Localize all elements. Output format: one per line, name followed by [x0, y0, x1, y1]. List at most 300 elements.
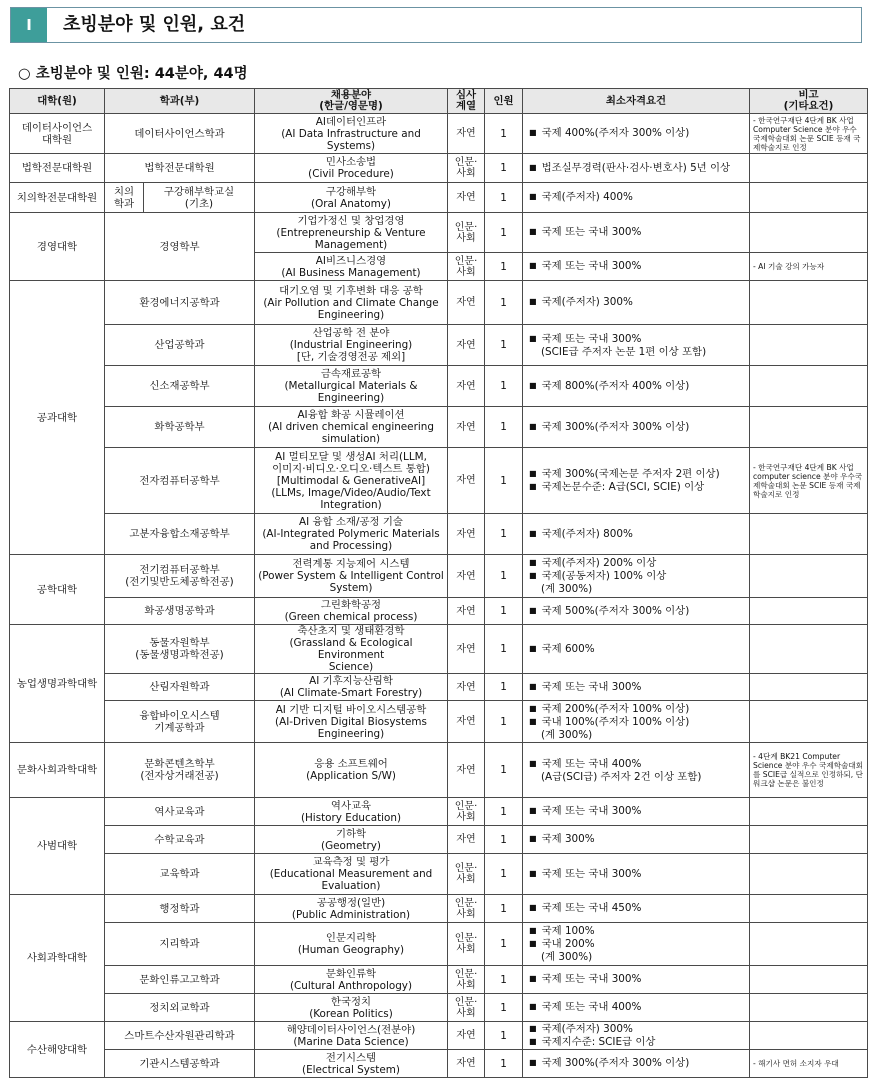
text-line: (Marine Data Science): [293, 1035, 409, 1048]
text-line: 인문·: [454, 221, 478, 233]
text-line: simulation): [321, 433, 381, 445]
track-cell: [448, 325, 485, 366]
text-line: (AI-Driven Digital Biosystems: [275, 715, 427, 728]
note-cell: [750, 701, 868, 743]
note-cell: [750, 114, 868, 154]
count-cell: 1: [485, 966, 523, 994]
text-line: 응용 소프트웨어: [314, 758, 388, 770]
text-line: 자연: [456, 475, 476, 486]
field-cell: [255, 114, 448, 154]
text-line: 이미지·비디오·오디오·텍스트 통합): [272, 462, 430, 475]
text-line: 사회: [456, 811, 476, 823]
note-cell: [750, 598, 868, 625]
track-cell: [448, 966, 485, 994]
count-cell: 1: [485, 407, 523, 448]
text-line: 인문·: [454, 863, 478, 874]
note-cell: [750, 625, 868, 674]
dept-cell: [105, 1022, 255, 1050]
text-line: (Grassland & Ecological Environment: [289, 637, 413, 661]
text-line: Evaluation): [321, 880, 381, 892]
text-line: 학과: [113, 197, 135, 210]
track-cell: [448, 743, 485, 798]
requirement-item: ■ 국제 300%(주저자 300% 이상): [529, 1057, 747, 1070]
track-cell: [448, 114, 485, 154]
text-line: 인문·: [454, 897, 478, 909]
requirement-cell: [523, 798, 750, 826]
table-row: [10, 625, 868, 674]
track-cell: [448, 555, 485, 598]
dept-cell: [105, 923, 255, 966]
text-line: 사회과학대학: [26, 952, 88, 964]
note-cell: [750, 514, 868, 555]
requirement-cell: [523, 407, 750, 448]
text-line: 법학전문대학원: [21, 162, 93, 174]
text-line: 고분자융합소재공학부: [129, 528, 230, 540]
track-cell: [448, 854, 485, 895]
track-cell: [448, 895, 485, 923]
text-line: (Oral Anatomy): [311, 197, 391, 210]
col-requirements: 최소자격요건: [523, 89, 750, 114]
table-row: [10, 743, 868, 798]
dept-cell: [105, 183, 255, 213]
text-line: 공공행정(일반): [316, 896, 386, 909]
text-line: 데이터사이언스: [21, 121, 93, 134]
requirement-cell: [523, 366, 750, 407]
field-cell: [255, 625, 448, 674]
text-line: Integration): [320, 498, 382, 511]
text-line: (Industrial Engineering): [289, 339, 413, 351]
dept-cell: [105, 674, 255, 701]
requirement-item: ■ 국제 또는 국내 450%: [529, 902, 747, 915]
text-line: 축산초지 및 생태환경학: [297, 625, 405, 637]
count-cell: 1: [485, 213, 523, 253]
note-cell: [750, 1050, 868, 1078]
text-line: 교육학과: [159, 868, 200, 880]
text-line: 인문지리학: [325, 932, 377, 944]
text-line: AI 융합 소재/공정 기술: [299, 516, 403, 528]
table-row: [10, 1050, 868, 1078]
note-cell: [750, 183, 868, 213]
text-line: 교육측정 및 평가: [312, 856, 390, 868]
track-cell: [448, 674, 485, 701]
requirement-cell: [523, 895, 750, 923]
requirement-item: (계 300%): [541, 583, 593, 595]
text-line: 전기컴퓨터공학부: [139, 564, 220, 576]
table-body: [10, 114, 868, 1078]
requirement-cell: [523, 966, 750, 994]
requirement-cell: [523, 854, 750, 895]
field-cell: [255, 325, 448, 366]
table-row: [10, 798, 868, 826]
dept-cell: [105, 598, 255, 625]
text-line: Science): [328, 661, 374, 673]
text-line: [단, 기술경영전공 제외]: [296, 351, 406, 363]
text-line: (History Education): [300, 811, 402, 824]
text-line: (Geometry): [321, 839, 381, 852]
requirement-cell: [523, 994, 750, 1022]
text-line: AI융합 화공 시뮬레이션: [297, 409, 405, 421]
college-cell: [10, 555, 105, 625]
count-cell: 1: [485, 994, 523, 1022]
track-cell: [448, 701, 485, 743]
requirement-cell: [523, 1050, 750, 1078]
requirement-cell: [523, 625, 750, 674]
note-cell: [750, 253, 868, 281]
count-cell: 1: [485, 366, 523, 407]
requirement-cell: [523, 555, 750, 598]
text-line: 기하학: [335, 827, 367, 840]
requirement-cell: [523, 826, 750, 854]
section-title: 초빙분야 및 인원, 요건: [63, 14, 246, 35]
text-line: 법학전문대학원: [144, 162, 215, 174]
requirement-item: ■ 국제(주저자) 300%: [529, 296, 747, 309]
text-line: 데이터사이언스학과: [134, 127, 225, 140]
requirement-item: (계 300%): [541, 951, 593, 963]
table-row: [10, 701, 868, 743]
note-cell: [750, 994, 868, 1022]
text-line: 전력계통 지능제어 시스템: [292, 558, 410, 570]
table-row: [10, 826, 868, 854]
college-cell: [10, 183, 105, 213]
recruitment-summary: ○ 초빙분야 및 인원: 44분야, 44명: [18, 66, 248, 82]
text-line: AI비즈니스경영: [315, 254, 387, 267]
table-row: [10, 448, 868, 514]
track-cell: [448, 598, 485, 625]
table-row: [10, 213, 868, 253]
requirement-item: ■ 국제 300%(주저자 300% 이상): [529, 421, 747, 434]
text-line: (AI-Integrated Polymeric Materials: [262, 528, 440, 540]
text-line: (Civil Procedure): [308, 168, 394, 180]
count-cell: 1: [485, 701, 523, 743]
requirement-cell: [523, 114, 750, 154]
field-cell: [255, 798, 448, 826]
requirement-cell: [523, 213, 750, 253]
college-cell: [10, 114, 105, 154]
requirement-item: ■ 국제 500%(주저자 300% 이상): [529, 605, 747, 618]
text-line: 사회: [456, 266, 476, 278]
dept-cell: [105, 798, 255, 826]
requirement-cell: [523, 923, 750, 966]
table-row: [10, 598, 868, 625]
count-cell: 1: [485, 114, 523, 154]
text-line: 화공생명공학과: [144, 605, 215, 617]
table-row: [10, 895, 868, 923]
text-line: 동물자원학부: [149, 637, 210, 649]
requirement-item: ■ 국제 600%: [529, 643, 747, 656]
text-line: 금속재료공학: [320, 368, 382, 380]
dept-cell: [105, 555, 255, 598]
text-line: 역사교육과: [154, 805, 205, 818]
table-row: [10, 281, 868, 325]
text-line: 역사교육: [330, 799, 372, 812]
table-row: [10, 854, 868, 895]
text-line: (Green chemical process): [284, 611, 418, 623]
note-cell: [750, 281, 868, 325]
text-line: 농업생명과학대학: [16, 677, 98, 690]
note-cell: [750, 895, 868, 923]
text-line: AI 멀티모달 및 생성AI 처리(LLM,: [275, 450, 427, 463]
text-line: AI 기후지능산림학: [309, 675, 393, 687]
note-cell: [750, 555, 868, 598]
count-cell: 1: [485, 854, 523, 895]
note-cell: [750, 674, 868, 701]
text-line: 자연: [456, 192, 476, 203]
requirement-cell: [523, 183, 750, 213]
text-line: 전기시스템: [325, 1051, 377, 1064]
requirement-item: ■ 국제 또는 국내 300%: [529, 333, 747, 346]
track-cell: [448, 514, 485, 555]
text-line: (Human Geography): [297, 944, 405, 956]
text-line: and Processing): [309, 540, 393, 552]
text-line: (AI driven chemical engineering: [268, 421, 434, 433]
text-line: Engineering): [317, 727, 385, 740]
dept-split: [105, 183, 254, 212]
requirement-cell: [523, 674, 750, 701]
count-cell: 1: [485, 154, 523, 183]
text-line: 인문·: [454, 996, 478, 1008]
text-line: 공학대학: [36, 583, 78, 596]
dept-cell: [105, 895, 255, 923]
requirement-item: (A급(SCI급) 주저자 2건 이상 포함): [541, 770, 702, 783]
note-cell: [750, 154, 868, 183]
field-cell: [255, 674, 448, 701]
count-cell: 1: [485, 1022, 523, 1050]
note-cell: [750, 826, 868, 854]
note-cell: [750, 966, 868, 994]
col-note: 비고 (기타요건): [750, 89, 868, 114]
field-cell: [255, 994, 448, 1022]
text-line: 화학공학부: [154, 421, 205, 433]
requirement-cell: [523, 598, 750, 625]
table-row: [10, 1022, 868, 1050]
table-row: [10, 514, 868, 555]
col-field: 채용분야 (한글/영문명): [255, 89, 448, 114]
college-cell: [10, 798, 105, 895]
field-cell: [255, 598, 448, 625]
requirement-item: ■ 국제 300%(국제논문 주저자 2편 이상): [529, 468, 747, 481]
text-line: Management): [314, 238, 388, 251]
text-line: (AI Business Management): [281, 266, 421, 279]
field-cell: [255, 514, 448, 555]
text-line: 스마트수산자원관리학과: [124, 1029, 235, 1042]
text-line: (전기및반도체공학전공): [125, 576, 234, 588]
text-line: 대기오염 및 기후변화 대응 공학: [279, 284, 423, 297]
note-text: - AI 기술 강의 가능자: [753, 262, 864, 271]
text-line: (Metallurgical Materials &: [284, 380, 418, 392]
text-line: 사회: [456, 232, 476, 244]
text-line: 치의: [113, 185, 135, 198]
text-line: (Application S/W): [306, 770, 396, 782]
dept-cell: [105, 966, 255, 994]
note-cell: [750, 366, 868, 407]
count-cell: 1: [485, 598, 523, 625]
table-row: [10, 366, 868, 407]
text-line: 행정학과: [159, 902, 200, 915]
field-cell: [255, 213, 448, 253]
table-row: [10, 994, 868, 1022]
field-cell: [255, 701, 448, 743]
text-line: 해양데이터사이언스(전분야): [286, 1023, 416, 1036]
dept-cell: [105, 366, 255, 407]
note-cell: [750, 743, 868, 798]
field-cell: [255, 1050, 448, 1078]
table-row: [10, 183, 868, 213]
count-cell: 1: [485, 325, 523, 366]
text-line: (LLMs, Image/Video/Audio/Text: [271, 486, 431, 499]
text-line: 환경에너지공학과: [139, 296, 220, 309]
text-line: 융합바이오시스템: [139, 709, 220, 722]
text-line: 사회: [456, 1007, 476, 1019]
requirement-cell: [523, 743, 750, 798]
college-cell: [10, 895, 105, 1022]
field-cell: [255, 154, 448, 183]
dept-cell: [105, 994, 255, 1022]
track-cell: [448, 826, 485, 854]
requirement-cell: [523, 281, 750, 325]
count-cell: 1: [485, 895, 523, 923]
track-cell: [448, 253, 485, 281]
field-cell: [255, 743, 448, 798]
text-line: AI 기반 디지털 바이오시스템공학: [275, 703, 427, 716]
text-line: 경영대학: [36, 240, 78, 253]
count-cell: 1: [485, 183, 523, 213]
text-line: System): [329, 582, 373, 594]
requirement-item: ■ 국제(공동저자) 100% 이상: [529, 570, 747, 583]
note-cell: [750, 798, 868, 826]
college-cell: [10, 281, 105, 555]
dept-cell: [105, 407, 255, 448]
text-line: 그린화학공정: [320, 599, 382, 611]
text-line: 사회: [456, 168, 476, 179]
text-line: 경영학부: [159, 240, 200, 253]
college-cell: [10, 154, 105, 183]
dept-major: [105, 183, 144, 212]
dept-cell: [105, 743, 255, 798]
dept-cell: [105, 448, 255, 514]
text-line: 전자컴퓨터공학부: [139, 474, 220, 487]
dept-cell: [105, 154, 255, 183]
text-line: 자연: [456, 716, 476, 727]
text-line: 자연: [456, 1030, 476, 1041]
text-line: AI데이터인프라: [315, 115, 387, 128]
requirement-item: ■ 국제(주저자) 400%: [529, 191, 747, 204]
requirement-item: ■ 국제 또는 국내 300%: [529, 868, 747, 881]
table-row: [10, 154, 868, 183]
requirement-item: ■ 국제 800%(주저자 400% 이상): [529, 380, 747, 393]
count-cell: 1: [485, 923, 523, 966]
note-cell: [750, 407, 868, 448]
requirement-cell: [523, 1022, 750, 1050]
text-line: 수산해양대학: [26, 1043, 88, 1056]
requirement-cell: [523, 325, 750, 366]
table-row: [10, 555, 868, 598]
requirement-item: ■ 국제 또는 국내 300%: [529, 973, 747, 986]
col-college: 대학(원): [10, 89, 105, 114]
requirement-cell: [523, 448, 750, 514]
text-line: 문화인류고고학과: [139, 973, 220, 986]
requirement-item: ■ 국제 또는 국내 300%: [529, 260, 747, 273]
note-text: - 4단계 BK21 Computer Science 분야 우수 국제학술대회를 SCIE급 실적으로 인정하되, 단 워크샵 논문은 불인정: [753, 752, 864, 788]
requirement-item: ■ 국제 또는 국내 400%: [529, 758, 747, 771]
requirement-item: ■ 국제 200%(주저자 100% 이상): [529, 703, 747, 716]
note-cell: [750, 1022, 868, 1050]
recruitment-table: [9, 88, 868, 1078]
college-cell: [10, 1022, 105, 1078]
count-cell: 1: [485, 253, 523, 281]
count-cell: 1: [485, 674, 523, 701]
dept-cell: [105, 854, 255, 895]
text-line: (Air Pollution and Climate Change: [263, 296, 439, 309]
table-row: [10, 407, 868, 448]
text-line: 민사소송법: [325, 156, 377, 168]
section-header: [10, 7, 862, 43]
text-line: 자연: [456, 421, 476, 433]
field-cell: [255, 826, 448, 854]
text-line: 정치외교학과: [149, 1001, 210, 1014]
text-line: 자연: [456, 1058, 476, 1069]
text-line: 자연: [456, 528, 476, 540]
text-line: 사범대학: [36, 840, 78, 852]
requirement-cell: [523, 253, 750, 281]
requirement-item: ■ 국내 100%(주저자 100% 이상): [529, 716, 747, 729]
count-cell: 1: [485, 281, 523, 325]
text-line: 한국정치: [330, 995, 372, 1008]
table-row: [10, 923, 868, 966]
requirement-item: (계 300%): [541, 728, 593, 741]
text-line: (기초): [184, 197, 214, 210]
text-line: 공과대학: [36, 411, 78, 424]
text-line: 구강해부학: [325, 185, 377, 198]
requirement-item: ■ 국제(주저자) 800%: [529, 528, 747, 541]
field-cell: [255, 854, 448, 895]
text-line: 사회: [456, 908, 476, 920]
requirement-item: (SCIE급 주저자 논문 1편 이상 포함): [541, 345, 707, 358]
text-line: 산업공학 전 분야: [312, 327, 390, 339]
track-cell: [448, 798, 485, 826]
field-cell: [255, 253, 448, 281]
requirement-cell: [523, 701, 750, 743]
text-line: (AI Data Infrastructure and Systems): [281, 127, 421, 152]
col-count: 인원: [485, 89, 523, 114]
text-line: 자연: [456, 643, 476, 655]
field-cell: [255, 895, 448, 923]
dept-cell: [105, 281, 255, 325]
text-line: 자연: [456, 834, 476, 845]
text-line: 자연: [456, 380, 476, 392]
text-line: 문화사회과학대학: [16, 764, 98, 776]
text-line: 인문·: [454, 255, 478, 267]
track-cell: [448, 1050, 485, 1078]
field-cell: [255, 923, 448, 966]
note-text: - 해기사 면허 소지자 우대: [753, 1059, 864, 1068]
requirement-item: ■ 국제 또는 국내 300%: [529, 681, 747, 694]
table-row: [10, 114, 868, 154]
dept-lab: [144, 183, 254, 212]
text-line: 자연: [456, 297, 476, 308]
text-line: 사회: [456, 874, 476, 885]
text-line: 기계공학과: [154, 721, 205, 734]
requirement-item: ■ 국제 또는 국내 300%: [529, 805, 747, 818]
requirement-item: ■ 국제지수준: SCIE급 이상: [529, 1036, 747, 1049]
text-line: 지리학과: [159, 938, 200, 950]
text-line: 치의학전문대학원: [16, 191, 98, 204]
text-line: (AI Climate-Smart Forestry): [279, 687, 423, 699]
count-cell: 1: [485, 514, 523, 555]
requirement-item: ■ 국제 300%: [529, 833, 747, 846]
text-line: 기업가정신 및 창업경영: [297, 214, 405, 227]
text-line: 자연: [456, 128, 476, 139]
text-line: 문화인류학: [325, 967, 377, 980]
